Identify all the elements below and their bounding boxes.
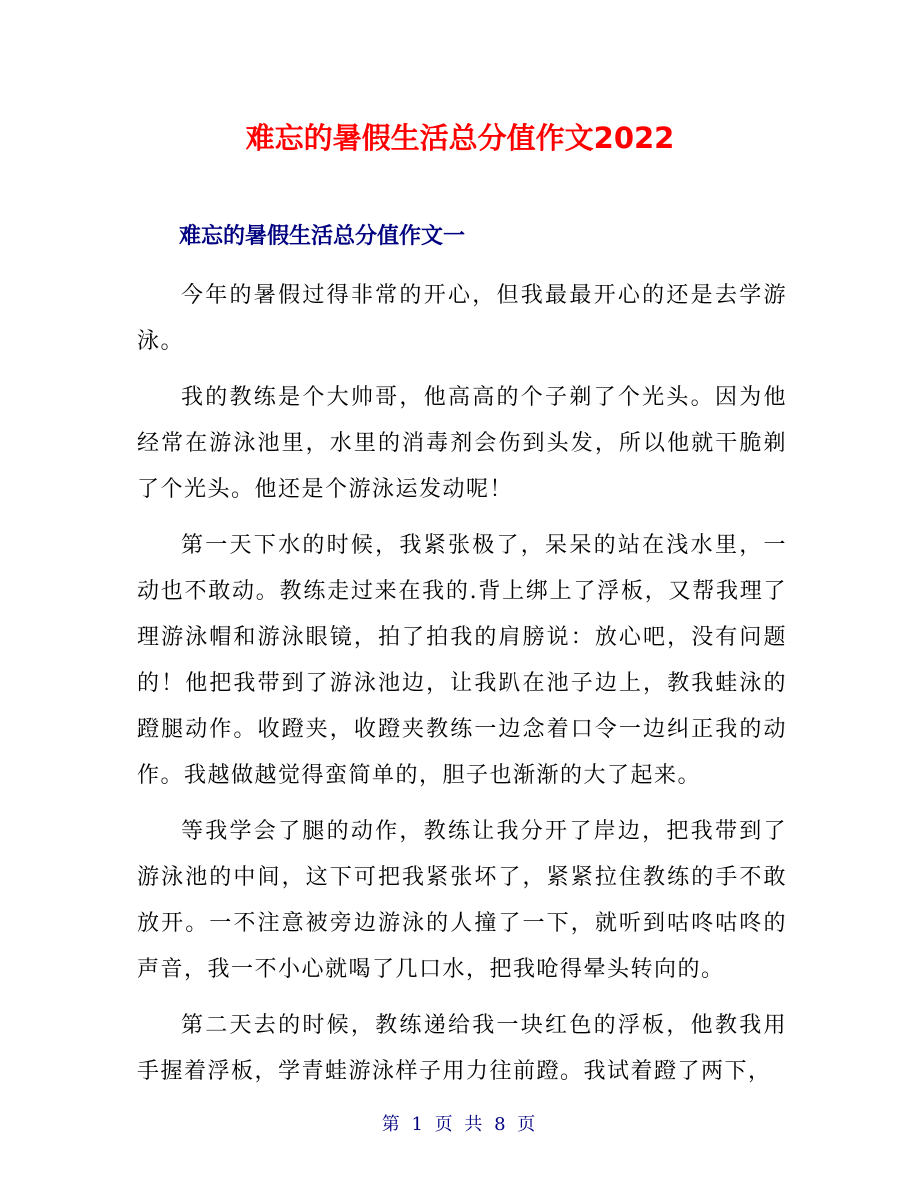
paragraph-1: 今年的暑假过得非常的开心，但我最最开心的还是去学游泳。	[137, 283, 787, 354]
document-title: 难忘的暑假生活总分值作文2022	[245, 121, 675, 155]
page-number-footer: 第 1 页 共 8 页	[381, 1114, 539, 1135]
section-subtitle: 难忘的暑假生活总分值作文一	[179, 224, 466, 249]
paragraph-3: 第一天下水的时候，我紧张极了，呆呆的站在浅水里，一动也不敢动。教练走过来在我的.背上绑上了浮板，又帮我理了理游泳帽和游泳眼镜，拍了拍我的肩膀说：放心吧，没有问题的！他把我带到了游泳池边，让我趴在池子边上，教我蛙泳的蹬腿动作。收蹬夹，收蹬夹教练一边念着口令一边纠正我的动作。我越做越觉得蛮简单的，胆子也渐渐的大了起来。	[137, 533, 787, 788]
document-body	[137, 273, 787, 1105]
paragraph-2: 我的教练是个大帅哥，他高高的个子剃了个光头。因为他经常在游泳池里，水里的消毒剂会伤到头发，所以他就干脆剃了个光头。他还是个游泳运发动呢！	[137, 385, 787, 502]
paragraph-5: 第二天去的时候，教练递给我一块红色的浮板，他教我用手握着浮板，学青蛙游泳样子用力往前蹬。我试着蹬了两下，	[137, 1013, 787, 1084]
paragraph-4: 等我学会了腿的动作，教练让我分开了岸边，把我带到了游泳池的中间，这下可把我紧张坏了，紧紧拉住教练的手不敢放开。一不注意被旁边游泳的人撞了一下，就听到咕咚咕咚的声音，我一不小心就喝了几口水，把我呛得晕头转向的。	[137, 819, 787, 982]
